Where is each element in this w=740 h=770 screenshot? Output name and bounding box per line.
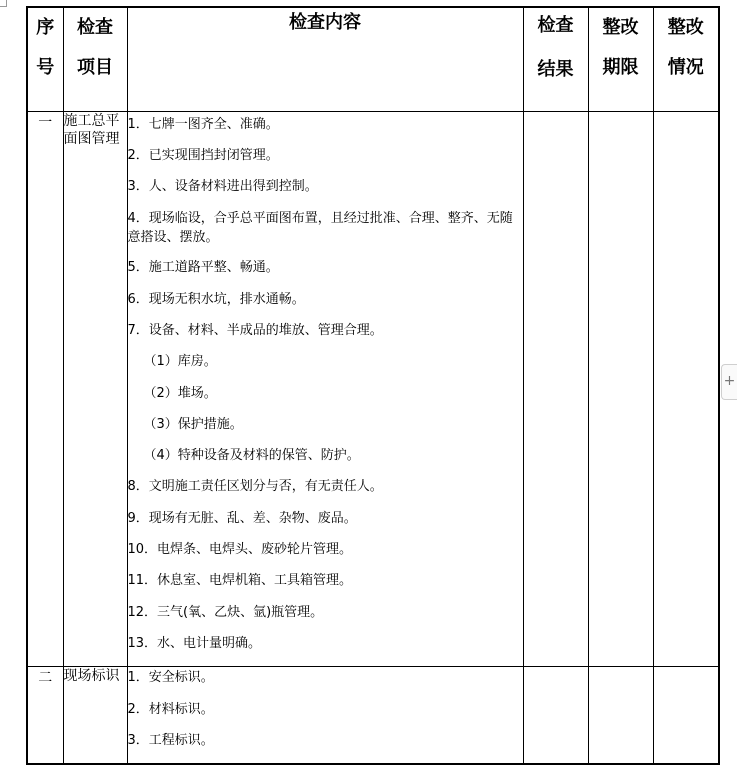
content-line: 6．现场无积水坑，排水通畅。 [127, 291, 305, 307]
content-line: 2．已实现围挡封闭管理。 [127, 147, 279, 163]
result-cell [523, 111, 588, 667]
header-item: 检查 项目 [63, 7, 127, 111]
content-line: 9．现场有无脏、乱、差、杂物、废品。 [127, 510, 357, 526]
content-line: 2．材料标识。 [127, 701, 214, 717]
row-seq: 二 [27, 667, 63, 764]
result-cell [523, 667, 588, 764]
expand-side-tab[interactable]: + [721, 364, 737, 400]
corner-marker [0, 0, 7, 7]
content-line: 13．水、电计量明确。 [127, 635, 262, 651]
period-cell [588, 667, 653, 764]
status-cell [653, 667, 719, 764]
table-row [27, 667, 719, 764]
row-content [127, 667, 523, 764]
content-line: 1．七牌一图齐全、准确。 [127, 116, 279, 132]
content-line: （3）保护措施。 [143, 416, 243, 432]
header-row [27, 7, 719, 111]
row-content [127, 111, 523, 667]
content-line: 11．休息室、电焊机箱、工具箱管理。 [127, 573, 353, 589]
content-line: 5．施工道路平整、畅通。 [127, 260, 279, 276]
content-line: 12．三气(氧、乙炔、氩)瓶管理。 [127, 604, 324, 620]
content-line: 1．安全标识。 [127, 670, 214, 686]
content-line: 4．现场临设，合乎总平面图布置，且经过批准、合理、整齐、无随意搭设、摆放。 [127, 211, 513, 246]
row-item: 施工总平面图管理 [63, 111, 127, 667]
header-result: 检查 结果 [523, 7, 588, 111]
content-line: 7．设备、材料、半成品的堆放、管理合理。 [127, 322, 383, 338]
status-cell [653, 111, 719, 667]
content-line: 8．文明施工责任区划分与否，有无责任人。 [127, 479, 383, 495]
content-line: （2）堆场。 [143, 385, 217, 401]
table-row [27, 111, 719, 667]
header-period: 整改 期限 [588, 7, 653, 111]
content-line: 10．电焊条、电焊头、废砂轮片管理。 [127, 542, 353, 558]
row-seq: 一 [27, 111, 63, 667]
header-seq: 序 号 [27, 7, 63, 111]
content-line: 3．工程标识。 [127, 732, 214, 748]
content-line: 3．人、设备材料进出得到控制。 [127, 179, 318, 195]
content-line: （4）特种设备及材料的保管、防护。 [143, 448, 360, 464]
header-status: 整改 情况 [653, 7, 719, 111]
content-line: （1）库房。 [143, 354, 217, 370]
header-content: 检查内容 [127, 7, 523, 111]
period-cell [588, 111, 653, 667]
inspection-table [26, 6, 720, 765]
row-item: 现场标识 [63, 667, 127, 764]
